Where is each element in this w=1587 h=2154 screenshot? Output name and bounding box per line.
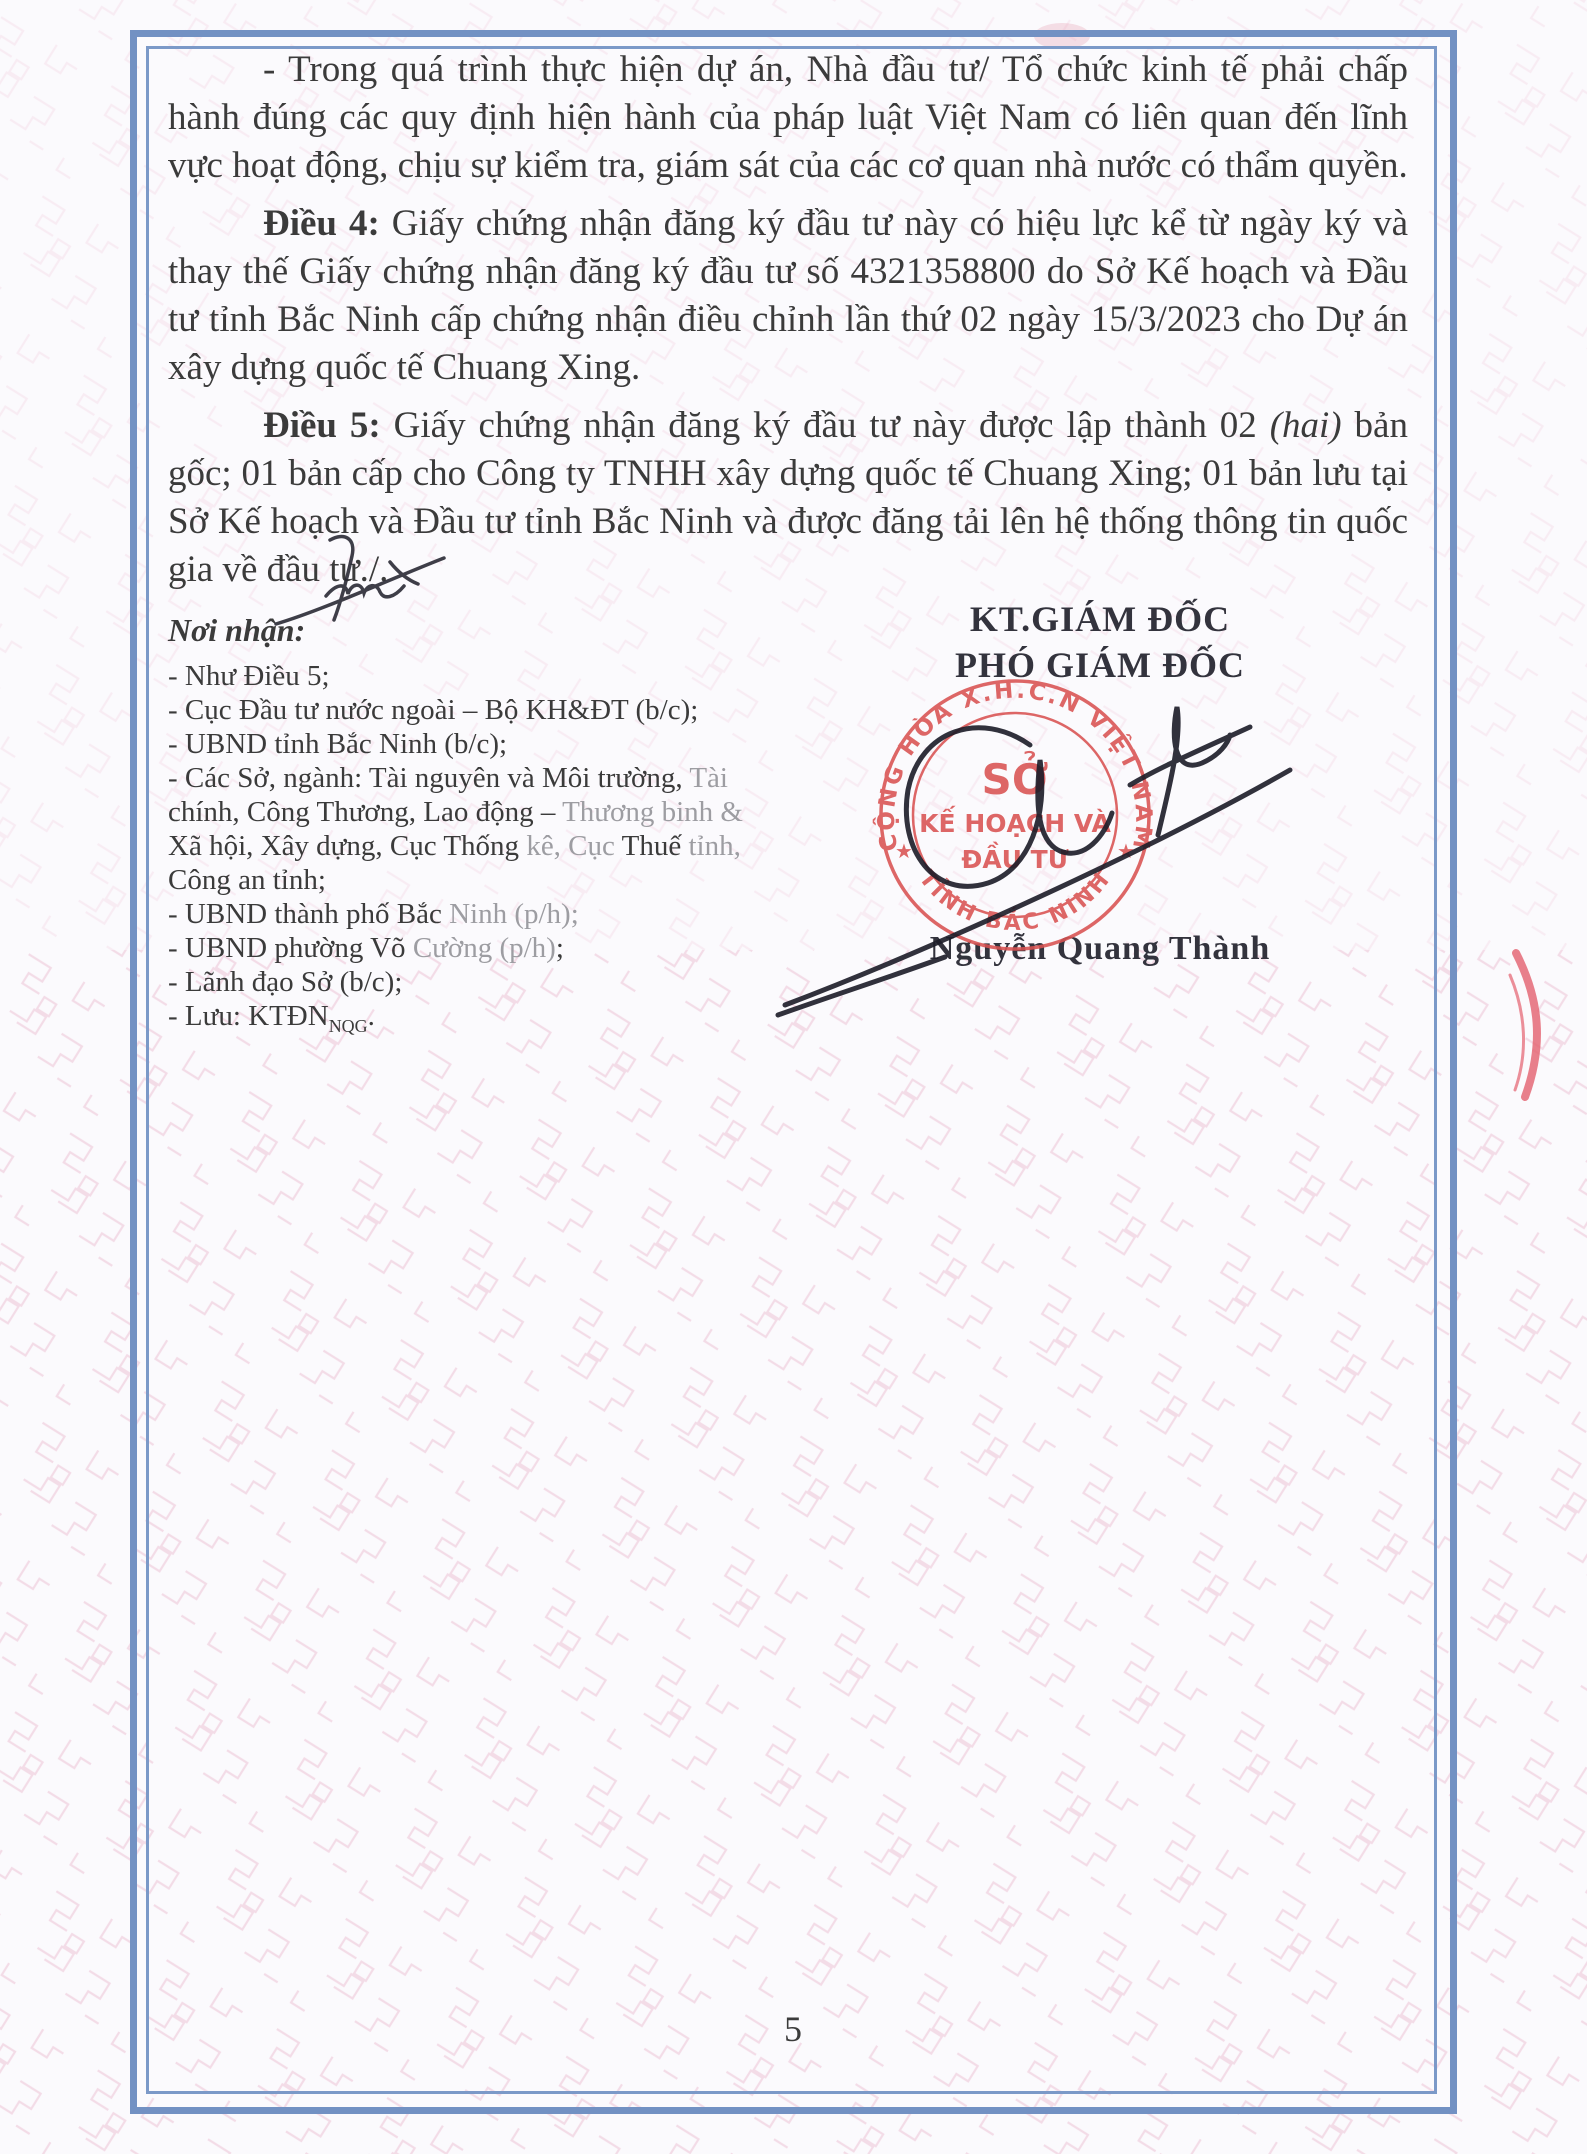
seal-center-line-2: KẾ HOẠCH VÀ: [919, 809, 1111, 838]
seal-bottom-arc-text: TỈNH BẮC NINH: [913, 866, 1117, 937]
recipient-segment: kê, Cục: [519, 830, 622, 862]
seal-center-line-1: SỞ: [981, 755, 1049, 804]
recipient-segment: chính, Công Thương, Lao động –: [168, 796, 563, 828]
article-5-text-a: Giấy chứng nhận đăng ký đầu tư này được lập thành 02: [380, 405, 1270, 446]
body-paragraph-1: - Trong quá trình thực hiện dự án, Nhà đầu tư/ Tổ chức kinh tế phải chấp hành đúng các quy định hiện hành của pháp luật Việt Nam có liên quan đến lĩnh vực hoạt động, chịu sự kiểm tra, giám sát của các cơ quan nhà nước có thẩm quyền.: [168, 49, 1408, 186]
seal-top-arc-text: CỘNG HÒA X.H.C.N VIỆT NAM: [873, 677, 1157, 854]
recipient-segment: - Lưu: KTĐN: [168, 1000, 329, 1032]
article-5-label: Điều 5:: [263, 405, 381, 446]
article-4-text: Giấy chứng nhận đăng ký đầu tư này có hiệu lực kể từ ngày ký và thay thế Giấy chứng nhận đăng ký đầu tư số 4321358800 do Sở Kế hoạch và Đầu tư tỉnh Bắc Ninh cấp chứng nhận điều chỉnh lần thứ 02 ngày 15/3/2023 cho Dự án xây dựng quốc tế Chuang Xing.: [168, 203, 1408, 388]
seal-star-left-icon: ★: [895, 839, 913, 863]
recipients-list: [168, 659, 778, 1043]
recipient-item: [168, 999, 778, 1043]
recipients-section: [168, 612, 778, 1043]
recipient-segment: Ninh (p/h);: [449, 898, 579, 930]
recipient-segment: Thuế: [621, 830, 682, 862]
recipient-segment: .: [367, 1000, 375, 1032]
recipient-segment: NQG: [328, 1015, 368, 1036]
handwritten-signature: [730, 655, 1350, 1045]
red-margin-arc-mark: [1498, 945, 1558, 1105]
recipient-item: [168, 965, 778, 999]
recipient-segment: - UBND thành phố Bắc: [168, 898, 450, 930]
article-5-italic: (hai): [1269, 405, 1342, 446]
recipient-segment: - Cục Đầu tư nước ngoài – Bộ KH&ĐT (b/c);: [168, 694, 699, 726]
recipient-segment: - UBND tỉnh Bắc Ninh (b/c);: [168, 728, 508, 760]
article-4-label: Điều 4:: [263, 203, 380, 244]
recipients-heading: Nơi nhận:: [168, 612, 306, 648]
recipient-segment: - Như Điều 5;: [168, 660, 330, 692]
recipient-segment: Xã hội, Xây dựng, Cục Thống: [168, 830, 520, 862]
handwritten-initial-scribble: [268, 528, 458, 638]
recipient-segment: Công an tỉnh;: [168, 864, 326, 896]
recipient-segment: ;: [555, 932, 564, 964]
signer-title-line-2: PHÓ GIÁM ĐỐC: [955, 645, 1245, 685]
article-5-text-b: bản gốc; 01 bản cấp cho Công ty TNHH xây dựng quốc tế Chuang Xing; 01 bản lưu tại Sở Kế hoạch và Đầu tư tỉnh Bắc Ninh và được đăng tải lên hệ thống thông tin quốc gia về đầu tư./.: [168, 405, 1408, 590]
page-number: 5: [784, 2009, 802, 2049]
recipient-item: [168, 897, 778, 931]
signer-name: Nguyễn Quang Thành: [929, 930, 1271, 967]
recipient-segment: tỉnh,: [681, 830, 741, 862]
recipient-item: [168, 931, 778, 965]
seal-star-right-icon: ★: [1117, 839, 1135, 863]
recipient-item: [168, 659, 778, 693]
recipient-item: [168, 693, 778, 727]
recipient-item: [168, 727, 778, 761]
body-paragraph-article-4: [168, 200, 1408, 392]
recipient-item: [168, 761, 778, 897]
recipient-segment: Cường (p/h): [412, 932, 556, 964]
document-body: [168, 46, 1408, 604]
seal-center-line-3: ĐẦU TƯ: [961, 845, 1069, 874]
recipient-segment: - Lãnh đạo Sở (b/c);: [168, 966, 403, 998]
signer-title-line-1: KT.GIÁM ĐỐC: [969, 599, 1231, 639]
recipient-segment: Thương binh &: [562, 796, 743, 828]
recipient-segment: - Các Sở, ngành: Tài nguyên và Môi trường,: [168, 762, 690, 794]
recipient-segment: - UBND phường Võ: [168, 932, 413, 964]
recipient-segment: Tài: [689, 762, 728, 794]
